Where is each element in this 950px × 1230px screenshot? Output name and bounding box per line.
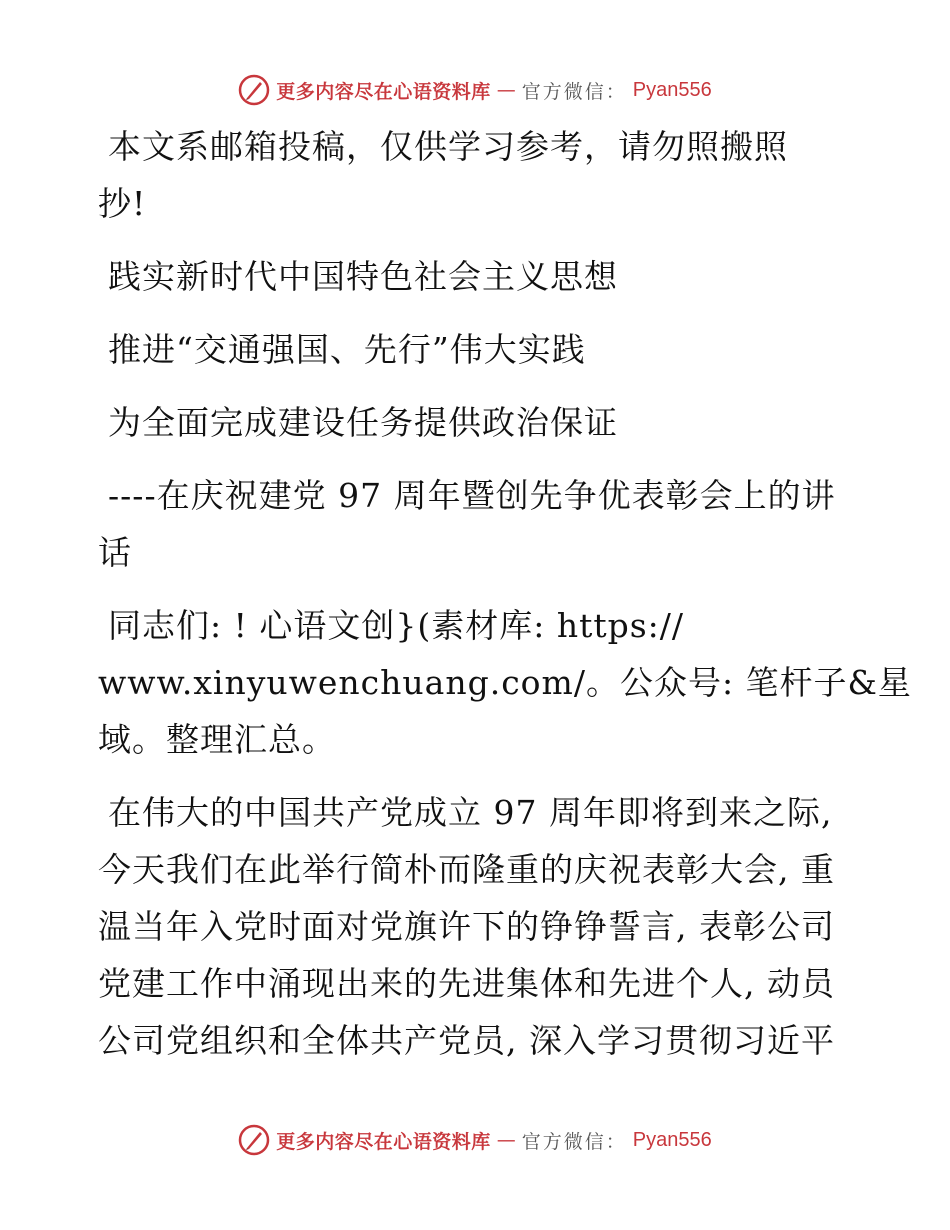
notice-line: 本文系邮箱投稿，仅供学习参考，请勿照搬照 <box>108 127 788 166</box>
notice-line: 抄! <box>98 184 147 223</box>
body-line: 公司党组织和全体共产党员, 深入学习贯彻习近平 <box>98 1021 835 1060</box>
title-line: 践实新时代中国特色社会主义思想 <box>108 257 618 296</box>
body-line: 温当年入党时面对党旗许下的铮铮誓言, 表彰公司 <box>98 907 835 946</box>
greeting-line: www.xinyuwenchuang.com/。公众号: 笔杆子&星 <box>98 663 912 702</box>
subtitle-line: ----在庆祝建党 97 周年暨创先争优表彰会上的讲 <box>108 476 836 515</box>
document-body <box>98 118 912 1069</box>
body-line: 今天我们在此举行简朴而隆重的庆祝表彰大会, 重 <box>98 850 835 889</box>
body-line: 在伟大的中国共产党成立 97 周年即将到来之际, <box>108 793 833 832</box>
quill-logo-icon <box>238 74 270 106</box>
footer-watermark-banner <box>0 1122 950 1158</box>
body-line: 党建工作中涌现出来的先进集体和先进个人, 动员 <box>98 964 835 1003</box>
quill-logo-icon <box>238 1124 270 1156</box>
watermark-wechat-label: 官方微信： <box>521 1130 627 1153</box>
watermark-dash: — <box>496 1129 516 1151</box>
watermark-wechat-id: Pyan556 <box>632 1128 712 1151</box>
watermark-dash: — <box>496 79 516 101</box>
watermark-wechat-label: 官方微信： <box>521 80 627 103</box>
watermark-wechat-id: Pyan556 <box>632 78 712 101</box>
watermark-main-text: 更多内容尽在心语资料库 <box>276 80 491 103</box>
title-line: 推进“交通强国、先行”伟大实践 <box>108 330 586 369</box>
header-watermark-banner <box>0 72 950 108</box>
watermark-main-text: 更多内容尽在心语资料库 <box>276 1130 491 1153</box>
subtitle-line: 话 <box>98 533 132 572</box>
title-line: 为全面完成建设任务提供政治保证 <box>108 403 618 442</box>
greeting-line: 同志们: ! 心语文创}(素材库: https:// <box>108 606 685 645</box>
greeting-line: 域。整理汇总。 <box>98 720 336 759</box>
